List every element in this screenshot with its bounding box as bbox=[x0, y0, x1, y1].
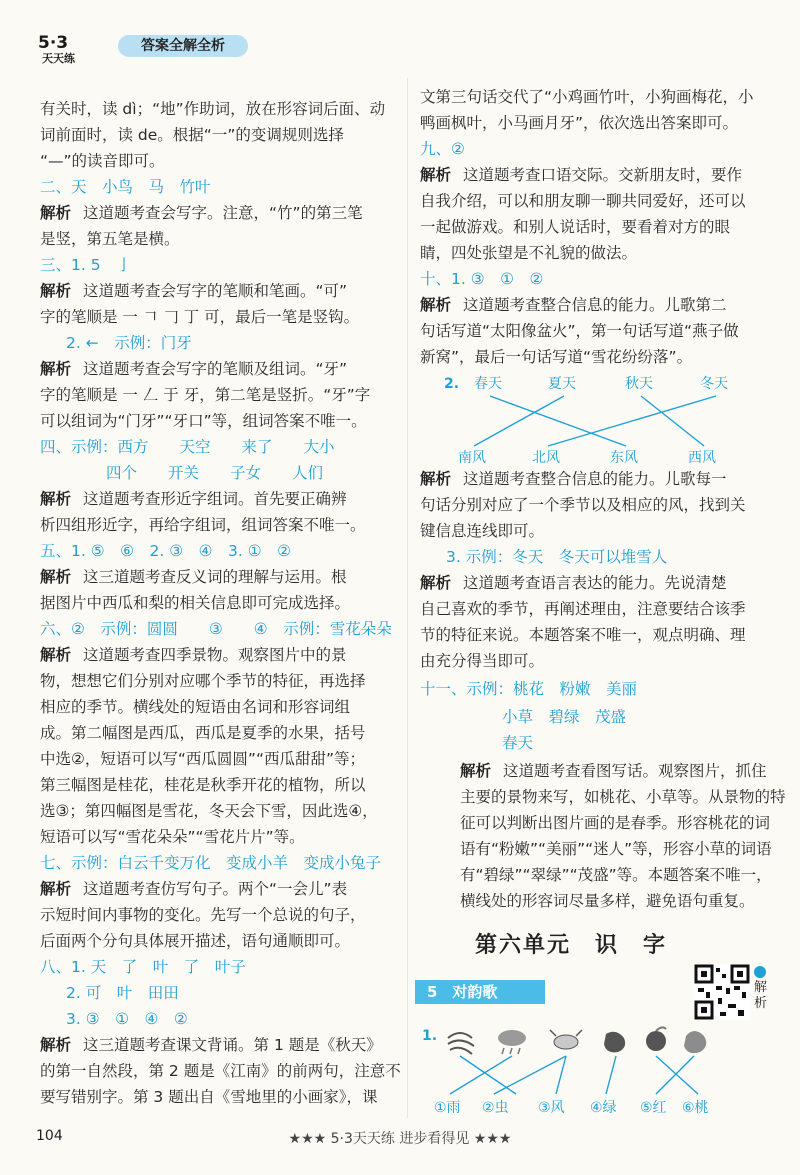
text-line: “—”的读音即可。 bbox=[40, 152, 165, 170]
wind-label: 南风 bbox=[458, 450, 486, 466]
text-line: 的第一自然段，第 2 题是《江南》的前两句，注意不 bbox=[40, 1062, 401, 1080]
text-line: 字的笔顺是 一 𠃋 于 牙，第二笔是竖折。“牙”字 bbox=[40, 386, 371, 404]
rain-grass-picture bbox=[448, 1033, 474, 1054]
analysis-text: 这道题考查整合信息的能力。儿歌每一 bbox=[463, 470, 727, 488]
wind-label: 东风 bbox=[610, 450, 638, 466]
answer-line: 七、示例：白云千变万化 变成小羊 变成小兔子 bbox=[40, 854, 382, 872]
analysis-tag: 解析 bbox=[40, 646, 72, 664]
flower-picture bbox=[684, 1031, 706, 1053]
picture-word-matching bbox=[420, 1026, 770, 1118]
text-line: 据图片中西瓜和梨的相关信息即可完成选择。 bbox=[40, 594, 351, 612]
analysis-text: 这三道题考查课文背诵。第 1 题是《秋天》 bbox=[83, 1036, 382, 1054]
answer-line: 十、1. ③ ① ② bbox=[420, 270, 544, 288]
connection-line bbox=[474, 396, 564, 446]
analysis-line bbox=[40, 644, 347, 666]
analysis-text: 这道题考查形近字组词。首先要正确辨 bbox=[83, 490, 347, 508]
text-line: 有关时，读 dì；“地”作助词，放在形容词后面、动 bbox=[40, 100, 386, 118]
analysis-tag: 解析 bbox=[40, 1036, 72, 1054]
text-line: 可以组词为“门牙”“牙口”等，组词答案不唯一。 bbox=[40, 412, 367, 430]
text-line: 自己喜欢的季节，再阐述理由，注意要结合该季 bbox=[420, 600, 746, 618]
analysis-text: 这道题考查会写字。注意，“竹”的第三笔 bbox=[83, 204, 363, 222]
text-line: 短语可以写“雪花朵朵”“雪花片片”等。 bbox=[40, 828, 305, 846]
text-line: 睛，四处张望是不礼貌的做法。 bbox=[420, 244, 638, 262]
analysis-line bbox=[40, 566, 347, 588]
text-line: 中选②，短语可以写“西瓜圆圆”“西瓜甜甜”等； bbox=[40, 750, 366, 768]
answer-line: 2. ← 示例：门牙 bbox=[66, 334, 192, 352]
analysis-text: 这道题考查四季景物。观察图片中的景 bbox=[83, 646, 347, 664]
analysis-text: 这道题考查会写字的笔顺及组词。“牙” bbox=[83, 360, 348, 378]
peach-picture bbox=[646, 1027, 666, 1051]
analysis-tag: 解析 bbox=[420, 296, 452, 314]
analysis-tag: 解析 bbox=[40, 880, 72, 898]
word-option: ③风 bbox=[538, 1100, 565, 1116]
analysis-tag: 解析 bbox=[420, 470, 452, 488]
word-option: ①雨 bbox=[434, 1100, 461, 1116]
text-line: 征可以判断出图片画的是春季。形容桃花的词 bbox=[460, 814, 771, 832]
text-line: 句话分别对应了一个季节以及相应的风，找到关 bbox=[420, 496, 746, 514]
svg-text:天天练: 天天练 bbox=[42, 52, 75, 64]
answer-line: 三、1. 5 亅 bbox=[40, 256, 132, 274]
match-number: 2. bbox=[444, 376, 460, 392]
analysis-tag: 解析 bbox=[40, 360, 72, 378]
lesson-title: 5 对韵歌 bbox=[415, 980, 545, 1004]
connection-line bbox=[548, 396, 716, 446]
answer-line: 2. 可 叶 田田 bbox=[66, 984, 179, 1002]
answer-line: 十一、示例：桃花 粉嫩 美丽 bbox=[420, 680, 638, 698]
text-line: 新窝”，最后一句话写道“雪花纷纷落”。 bbox=[420, 348, 693, 366]
leaf-picture bbox=[604, 1032, 625, 1053]
text-line: 选③；第四幅图是雪花，冬天会下雪，因此选④， bbox=[40, 802, 378, 820]
connection-lines bbox=[450, 1056, 698, 1094]
wind-label: 北风 bbox=[532, 450, 560, 466]
text-line: 鸭画枫叶，小马画月牙”，依次选出答案即可。 bbox=[420, 114, 739, 132]
analysis-line bbox=[40, 878, 347, 900]
analysis-line bbox=[420, 572, 727, 594]
analysis-tag: 解析 bbox=[460, 762, 492, 780]
analysis-line bbox=[40, 1034, 382, 1056]
answer-line: 二、天 小鸟 马 竹叶 bbox=[40, 178, 211, 196]
text-line: 示短时间内事物的变化。先写一个总说的句子， bbox=[40, 906, 366, 924]
wind-label: 西风 bbox=[688, 450, 716, 466]
text-line: 句话写道“太阳像盆火”，第一句话写道“燕子做 bbox=[420, 322, 739, 340]
analysis-text: 这道题考查仿写句子。两个“一会儿”表 bbox=[83, 880, 348, 898]
analysis-line bbox=[420, 468, 727, 490]
page-number: 104 bbox=[36, 1128, 63, 1144]
word-option: ②虫 bbox=[482, 1100, 509, 1116]
text-line: 键信息连线即可。 bbox=[420, 522, 545, 540]
analysis-tag: 解析 bbox=[40, 568, 72, 586]
analysis-line bbox=[420, 294, 727, 316]
svg-text:5·3: 5·3 bbox=[38, 33, 69, 53]
text-line: 是竖，第五笔是横。 bbox=[40, 230, 180, 248]
match-number: 1. bbox=[422, 1028, 438, 1044]
text-line: 后面两个分句具体展开描述，语句通顺即可。 bbox=[40, 932, 351, 950]
season-label: 冬天 bbox=[700, 376, 728, 392]
text-line: 文第三句话交代了“小鸡画竹叶，小狗画梅花，小 bbox=[420, 88, 754, 106]
book-logo-icon bbox=[36, 30, 88, 64]
text-line: 成。第二幅图是西瓜，西瓜是夏季的水果，括号 bbox=[40, 724, 366, 742]
season-label: 秋天 bbox=[625, 376, 653, 392]
text-line: 析四组形近字，再给字组词，组词答案不唯一。 bbox=[40, 516, 366, 534]
qr-code-icon[interactable] bbox=[694, 964, 750, 1020]
word-option: ④绿 bbox=[590, 1100, 617, 1116]
analysis-tag: 解析 bbox=[420, 574, 452, 592]
header-label: 答案全解全析 bbox=[118, 35, 248, 57]
analysis-tag: 解析 bbox=[420, 166, 452, 184]
answer-line: 九、② bbox=[420, 140, 465, 158]
text-line: 自我介绍，可以和朋友聊一聊共同爱好，还可以 bbox=[420, 192, 746, 210]
word-option: ⑥桃 bbox=[682, 1100, 709, 1116]
text-line: 一起做游戏。和别人说话时，要看着对方的眼 bbox=[420, 218, 731, 236]
analysis-line bbox=[420, 164, 742, 186]
analysis-text: 这道题考查看图写话。观察图片，抓住 bbox=[503, 762, 767, 780]
answer-line: 四个 开关 子女 人们 bbox=[106, 464, 324, 482]
text-line: 语有“粉嫩”“美丽”“迷人”等，形容小草的词语 bbox=[460, 840, 772, 858]
play-icon[interactable] bbox=[754, 966, 766, 978]
season-label: 夏天 bbox=[548, 376, 576, 392]
answer-line: 3. ③ ① ④ ② bbox=[66, 1010, 188, 1028]
column-divider bbox=[407, 78, 408, 1118]
text-line: 要写错别字。第 3 题出自《雪地里的小画家》，课 bbox=[40, 1088, 378, 1106]
text-line: 字的笔顺是 一 𠃍 𠃌 丁 可，最后一笔是竖钩。 bbox=[40, 308, 360, 326]
text-line: 第三幅图是桂花，桂花是秋季开花的植物，所以 bbox=[40, 776, 366, 794]
answer-line: 春天 bbox=[502, 734, 534, 752]
season-label: 春天 bbox=[474, 376, 502, 392]
text-line: 横线处的形容词尽量多样，避免语句重复。 bbox=[460, 892, 755, 910]
analysis-text: 这道题考查整合信息的能力。儿歌第二 bbox=[463, 296, 727, 314]
answer-line: 四、示例：西方 天空 来了 大小 bbox=[40, 438, 335, 456]
unit-title: 第六单元 识 字 bbox=[475, 933, 668, 958]
connection-line bbox=[490, 396, 626, 446]
analysis-tag: 解析 bbox=[40, 490, 72, 508]
answer-line: 小草 碧绿 茂盛 bbox=[502, 708, 627, 726]
analysis-text: 这道题考查会写字的笔顺和笔画。“可” bbox=[83, 282, 348, 300]
rain-cloud-picture bbox=[498, 1030, 526, 1054]
analysis-line bbox=[40, 488, 347, 510]
text-line: 相应的季节。横线处的短语由名词和形容词组 bbox=[40, 698, 351, 716]
season-wind-matching bbox=[420, 370, 760, 470]
connection-line bbox=[641, 396, 704, 446]
analysis-text: 这道题考查语言表达的能力。先说清楚 bbox=[463, 574, 727, 592]
word-option: ⑤红 bbox=[640, 1100, 667, 1116]
analysis-text: 这三道题考查反义词的理解与运用。根 bbox=[83, 568, 347, 586]
text-line: 有“碧绿”“翠绿”“茂盛”等。本题答案不唯一， bbox=[460, 866, 772, 884]
analysis-line bbox=[40, 280, 347, 302]
analysis-line bbox=[40, 202, 363, 224]
text-line: 主要的景物来写，如桃花、小草等。从景物的特 bbox=[460, 788, 786, 806]
analysis-tag: 解析 bbox=[40, 204, 72, 222]
page-footer: ★★★ 5·3天天练 进步看得见 ★★★ bbox=[288, 1131, 512, 1147]
text-line: 词前面时，读 de。根据“一”的变调规则选择 bbox=[40, 126, 344, 144]
answer-line: 3. 示例：冬天 冬天可以堆雪人 bbox=[446, 548, 668, 566]
text-line: 由充分得当即可。 bbox=[420, 652, 545, 670]
analysis-tag: 解析 bbox=[40, 282, 72, 300]
text-line: 物，想想它们分别对应哪个季节的特征，再选择 bbox=[40, 672, 366, 690]
answer-line: 六、② 示例：圆圆 ③ ④ 示例：雪花朵朵 bbox=[40, 620, 392, 638]
analysis-line bbox=[460, 760, 767, 782]
answer-line: 八、1. 天 了 叶 了 叶子 bbox=[40, 958, 246, 976]
qr-label: 解析 bbox=[754, 980, 768, 1011]
analysis-text: 这道题考查口语交际。交新朋友时，要作 bbox=[463, 166, 743, 184]
answer-line: 五、1. ⑤ ⑥ 2. ③ ④ 3. ① ② bbox=[40, 542, 292, 560]
analysis-line bbox=[40, 358, 347, 380]
insect-picture bbox=[550, 1030, 582, 1049]
text-line: 节的特征来说。本题答案不唯一，观点明确、理 bbox=[420, 626, 746, 644]
